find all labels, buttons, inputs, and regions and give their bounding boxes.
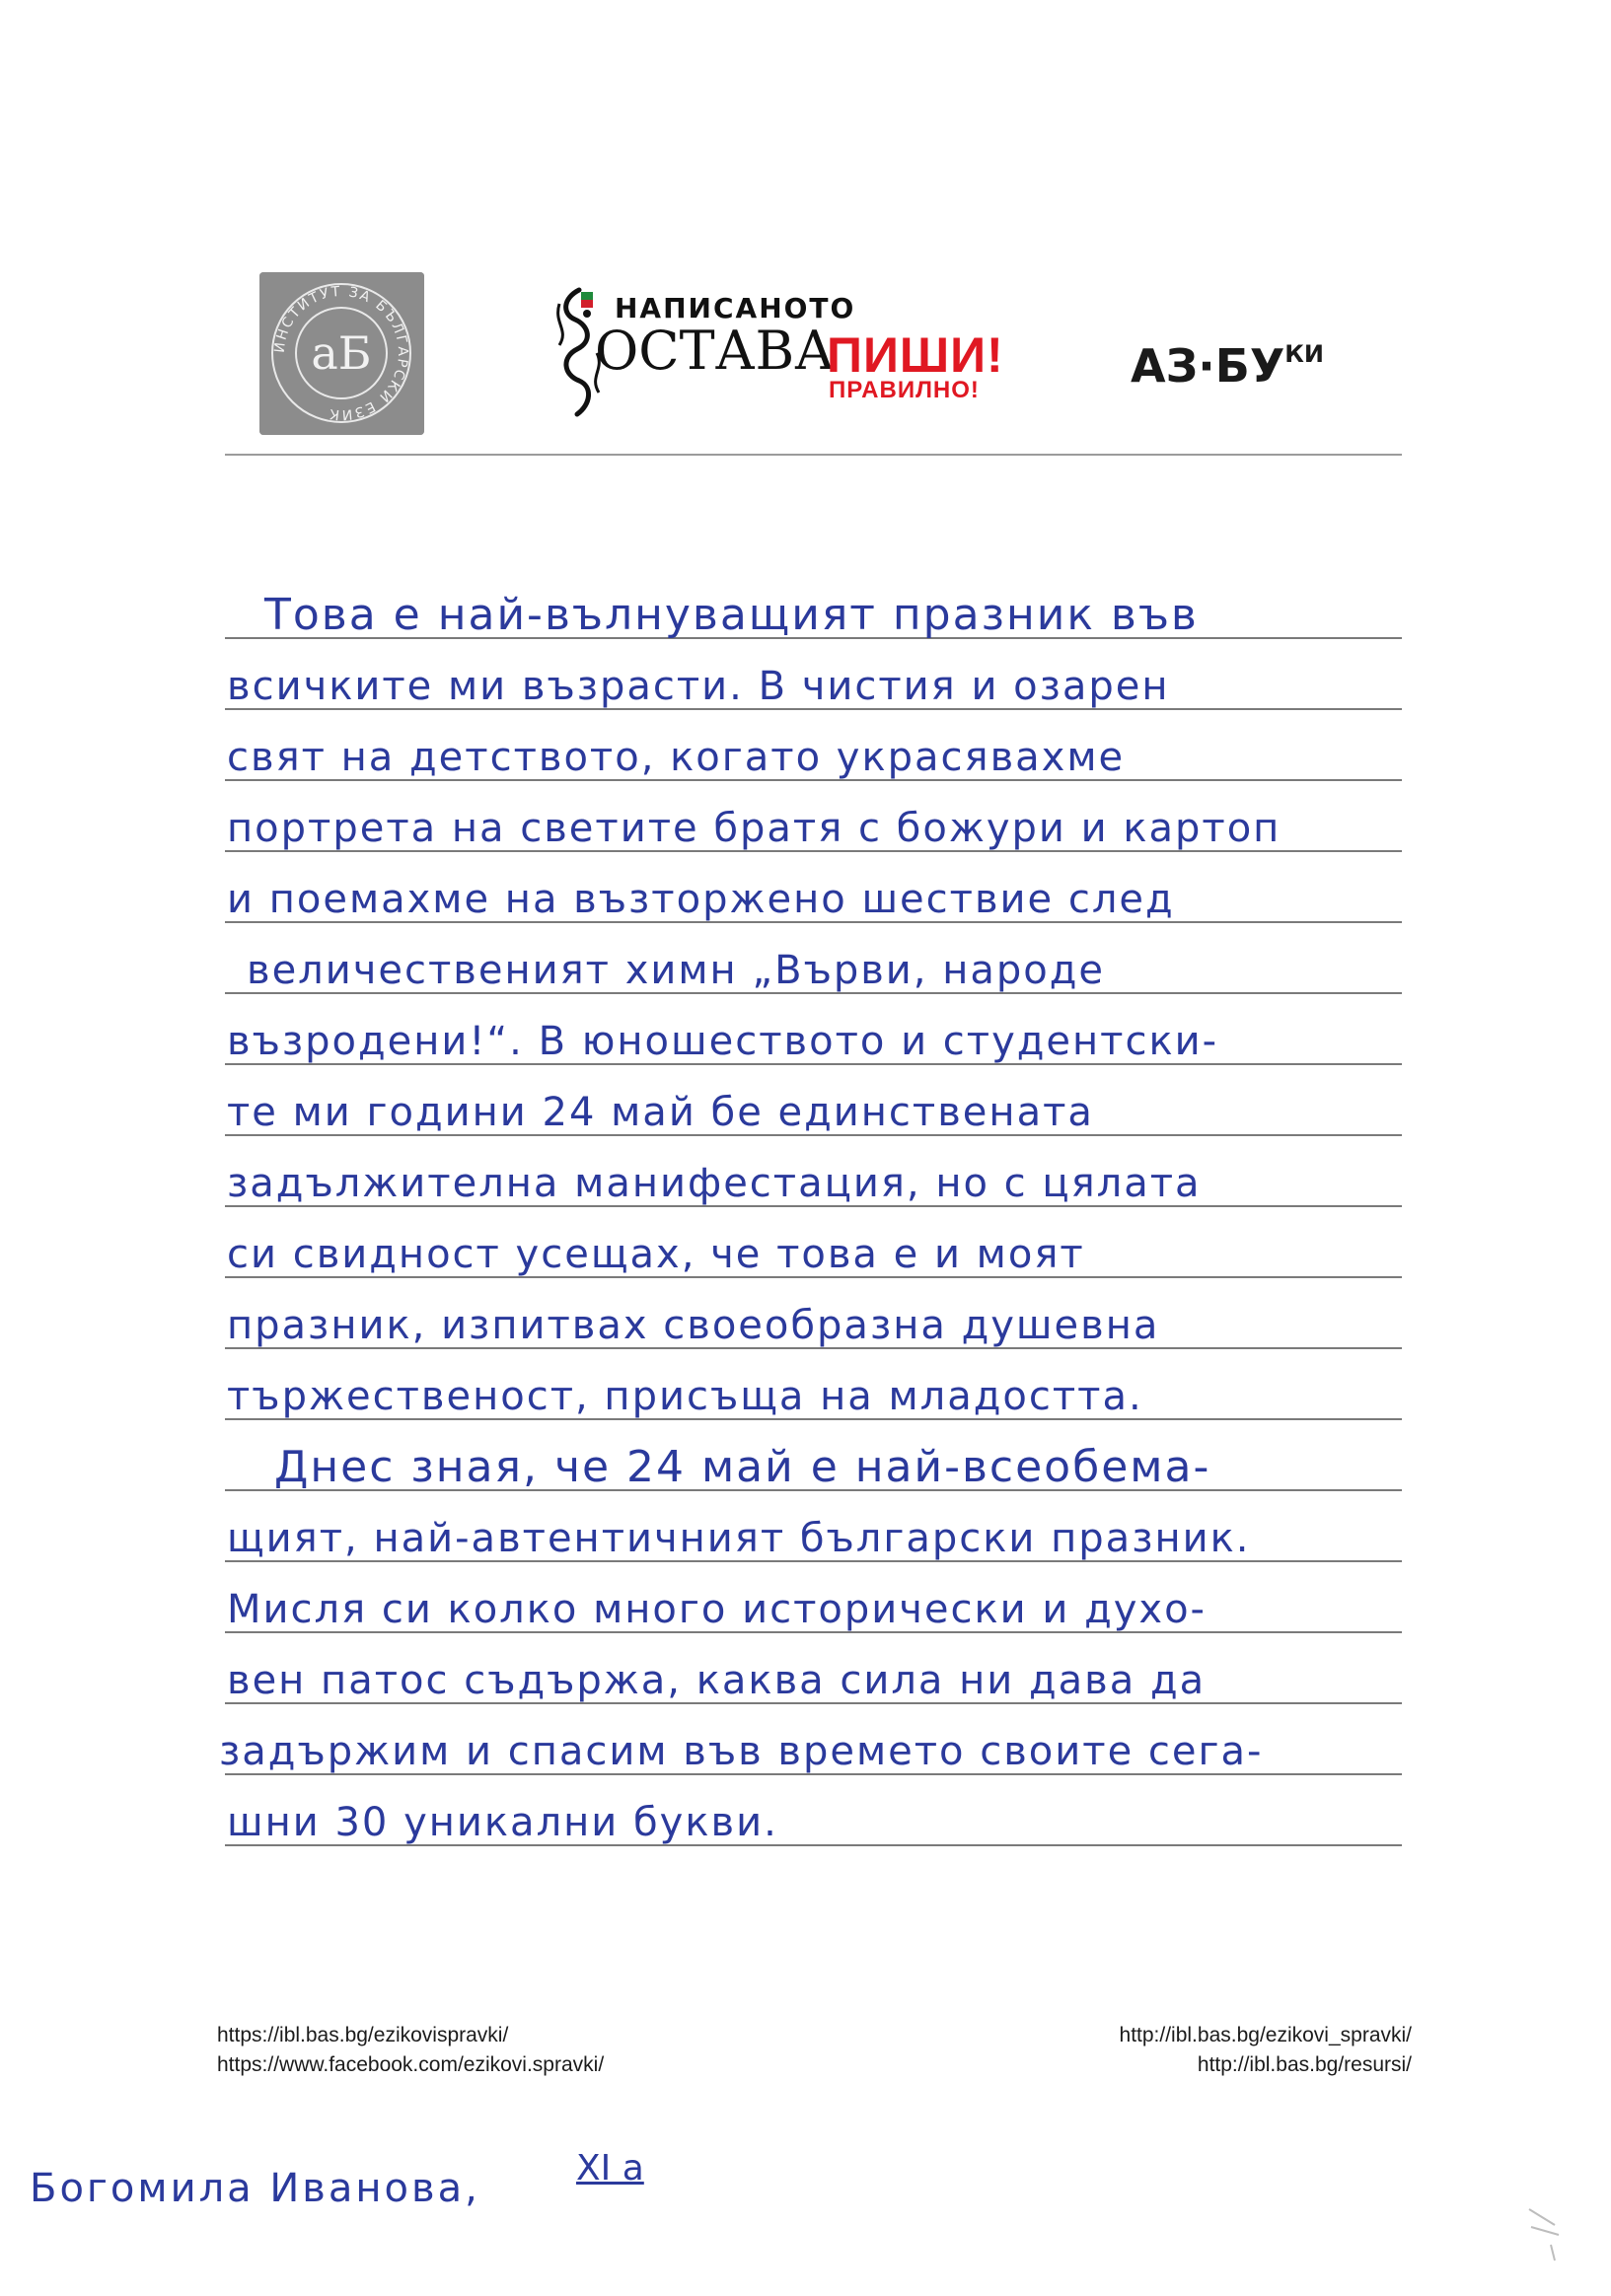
- essay-line: Мисля си колко много историчeски и духо-: [227, 1587, 1207, 1632]
- essay-line: си свидност усещах, че това е и моят: [227, 1232, 1085, 1277]
- ibl-logo: [259, 272, 424, 435]
- header-divider: [225, 454, 1402, 456]
- ibl-monogram: аБ: [311, 326, 372, 380]
- essay-line: всичките ми възрасти. В чистия и озарен: [227, 664, 1170, 709]
- essay-line: тържественост, присъща на младостта.: [227, 1374, 1143, 1419]
- student-class: XI а: [576, 2148, 644, 2188]
- essay-line: и поемахме на възторжено шествие след: [227, 877, 1175, 922]
- ibl-ring-text: ИНСТИТУТ ЗА БЪЛГАРСКИ ЕЗИК: [271, 283, 411, 423]
- essay-line: величественият химн „Върви, народе: [247, 948, 1106, 993]
- ibl-emblem-icon: [259, 272, 424, 435]
- footer-link-facebook[interactable]: https://www.facebook.com/ezikovi.spravki/: [217, 2053, 605, 2076]
- student-name: Богомила Иванова,: [30, 2166, 480, 2211]
- essay-line: Днес зная, че 24 май е най-всеобема-: [274, 1442, 1211, 1492]
- napisanoto-text: НАПИСАНОТО: [615, 292, 856, 324]
- essay-line: задържим и спасим във времето своите сега-: [219, 1729, 1264, 1774]
- footer-link-resursi[interactable]: http://ibl.bas.bg/resursi/: [1197, 2053, 1412, 2076]
- essay-line: портрета на светите братя с божури и картоп: [227, 806, 1281, 851]
- az-buki-sup: КИ: [1284, 340, 1324, 368]
- ostava-text: ОСТАВА: [595, 320, 836, 382]
- essay-line: задължителна манифестация, но с цялата: [227, 1161, 1202, 1206]
- essay-line: те ми години 24 май бе единствената: [227, 1090, 1094, 1135]
- essay-line: свят на детството, когато украсявахме: [227, 735, 1126, 780]
- essay-line: щият, най-автентичният български празник.: [227, 1516, 1251, 1561]
- pravilno-text: ПРАВИЛНО!: [829, 377, 980, 403]
- footer-link-ezikovi-spravki[interactable]: http://ibl.bas.bg/ezikovi_spravki/: [1119, 2024, 1412, 2046]
- essay-line: Това е най-вълнуващият празник във: [264, 590, 1199, 640]
- az-buki-main: АЗ·БУ: [1131, 339, 1285, 393]
- essay-line: вен патос съдържа, каква сила ни дава да: [227, 1658, 1207, 1703]
- az-buki-logo: [1131, 320, 1357, 393]
- pishi-text: ПИШИ!: [827, 327, 1004, 383]
- footer-link-ezikovispravki[interactable]: https://ibl.bas.bg/ezikovispravki/: [217, 2024, 509, 2046]
- essay-line: шни 30 уникални букви.: [227, 1800, 778, 1845]
- essay-line: празник, изпитвах своеобразна душевна: [227, 1303, 1160, 1348]
- essay-line: възродени!“. В юношеството и студентски-: [227, 1019, 1219, 1064]
- pishi-pravilno-logo: [827, 327, 1044, 406]
- scan-artifact-icon: [1525, 2205, 1565, 2264]
